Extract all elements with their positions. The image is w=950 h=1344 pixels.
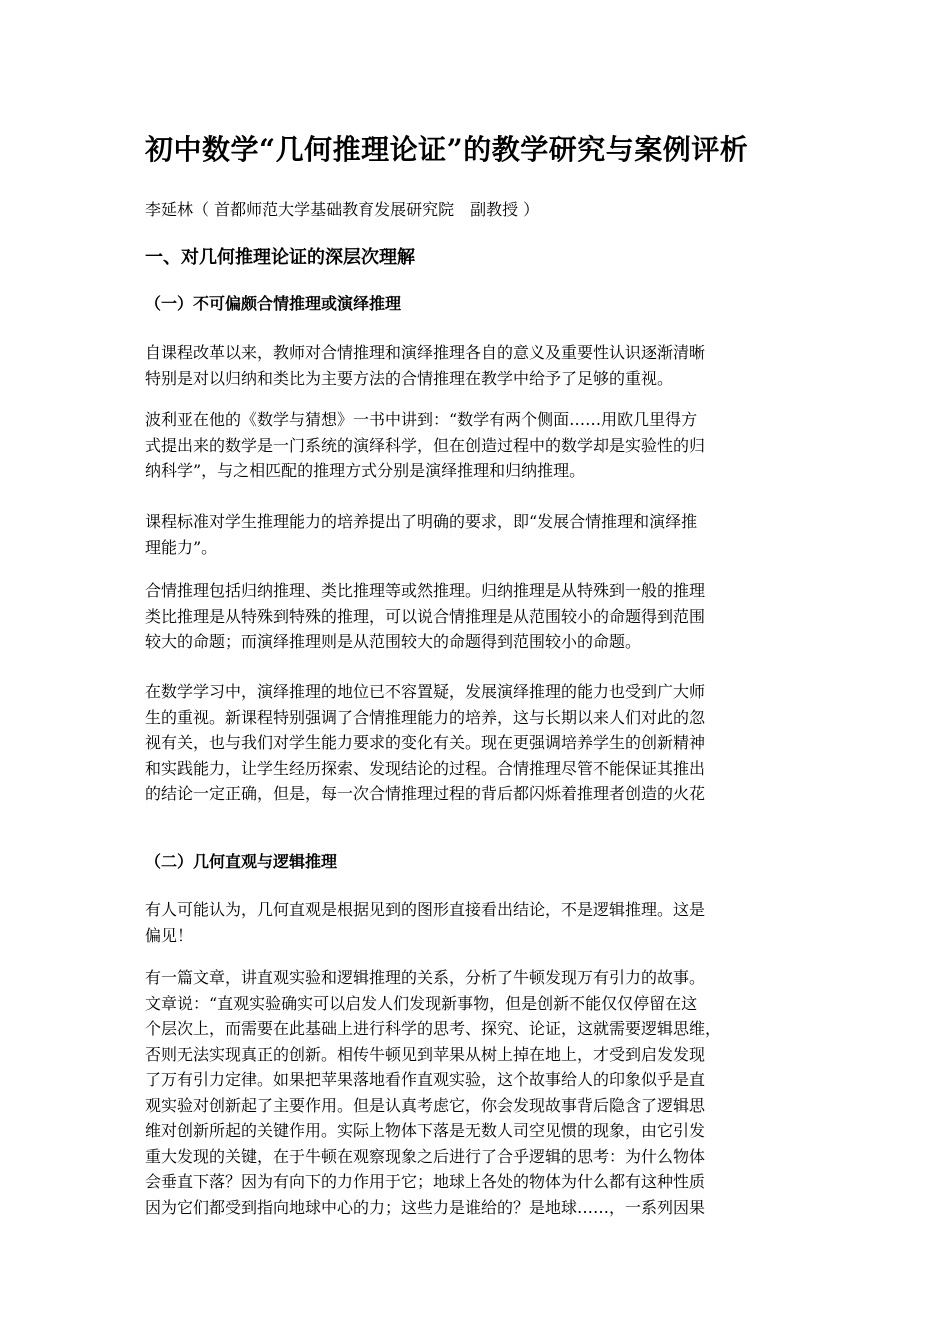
paragraph-line: 的结论一定正确，但是，每一次合情推理过程的背后都闪烁着推理者创造的火花 — [145, 784, 706, 803]
paragraph — [145, 897, 810, 948]
paragraph — [145, 679, 810, 807]
paragraph-line: 否则无法实现真正的创新。相传牛顿见到苹果从树上掉在地上，才受到启发发现 — [145, 1044, 706, 1064]
paragraph-line: 特别是对以归纳和类比为主要方法的合情推理在教学中给予了足够的重视。 — [145, 368, 674, 388]
paragraph-line: 较大的命题；而演绎推理则是从范围较大的命题得到范围较小的命题。 — [145, 632, 642, 651]
author-line: 李延林（ 首都师范大学基础教育发展研究院 副教授 ） — [145, 200, 540, 219]
paragraph — [145, 340, 810, 391]
paragraph-line: 纳科学”，与之相匹配的推理方式分别是演绎推理和归纳推理。 — [145, 461, 586, 480]
paragraph-line: 文章说：“直观实验确实可以启发人们发现新事物，但是创新不能仅仅停留在这 — [145, 993, 698, 1013]
paragraph-line: 有人可能认为，几何直观是根据见到的图形直接看出结论，不是逻辑推理。这是 — [145, 900, 706, 919]
paragraph-line: 波利亚在他的《数学与猜想》一书中讲到：“数学有两个侧面……用欧几里得方 — [145, 410, 698, 429]
section-heading-1: 一、对几何推理论证的深层次理解 — [145, 247, 415, 268]
paragraph-line: 观实验对创新起了主要作用。但是认真考虑它，你会发现故事背后隐含了逻辑思 — [145, 1095, 706, 1115]
paragraph — [145, 578, 810, 655]
paragraph-line: 有一篇文章，讲直观实验和逻辑推理的关系，分析了牛顿发现万有引力的故事。 — [145, 968, 706, 987]
paragraph-line: 式提出来的数学是一门系统的演绎科学，但在创造过程中的数学却是实验性的归 — [145, 435, 706, 455]
paragraph-line: 自课程改革以来，教师对合情推理和演绎推理各自的意义及重要性认识逐渐清晰 — [145, 343, 706, 362]
paragraph-line: 合情推理包括归纳推理、类比推理等或然推理。归纳推理是从特殊到一般的推理 — [145, 581, 706, 600]
paragraph-line: 因为它们都受到指向地球中心的力；这些力是谁给的？是地球……，一系列因果 — [145, 1197, 706, 1217]
document-title: 初中数学“几何推理论证”的教学研究与案例评析 — [145, 133, 749, 166]
paragraph — [145, 407, 810, 484]
paragraph-line: 偏见！ — [145, 925, 194, 945]
paragraph-line: 重大发现的关键，在于牛顿在观察现象之后进行了合乎逻辑的思考：为什么物体 — [145, 1146, 706, 1166]
paragraph-line: 和实践能力，让学生经历探索、发现结论的过程。合情推理尽管不能保证其推出 — [145, 758, 706, 778]
paragraph-line: 视有关，也与我们对学生能力要求的变化有关。现在更强调培养学生的创新精神 — [145, 733, 706, 752]
paragraph-line: 了万有引力定律。如果把苹果落地看作直观实验，这个故事给人的印象似乎是直 — [145, 1070, 706, 1089]
paragraph-line: 在数学学习中，演绎推理的地位已不容置疑，发展演绎推理的能力也受到广大师 — [145, 682, 706, 701]
paragraph-line: 理能力”。 — [145, 537, 218, 557]
paragraph-line: 生的重视。新课程特别强调了合情推理能力的培养，这与长期以来人们对此的忽 — [145, 707, 706, 727]
subsection-heading-2: （二）几何直观与逻辑推理 — [145, 852, 338, 871]
paragraph-line: 维对创新所起的关键作用。实际上物体下落是无数人司空见惯的现象，由它引发 — [145, 1121, 706, 1140]
paragraph — [145, 965, 810, 1220]
paragraph-line: 类比推理是从特殊到特殊的推理，可以说合情推理是从范围较小的命题得到范围 — [145, 606, 706, 626]
paragraph-line: 会垂直下落？因为有向下的力作用于它；地球上各处的物体为什么都有这种性质 — [145, 1172, 706, 1191]
paragraph-line: 个层次上，而需要在此基础上进行科学的思考、探究、论证，这就需要逻辑思维， — [145, 1019, 722, 1038]
subsection-heading-1: （一）不可偏颇合情推理或演绎推理 — [145, 294, 402, 313]
paragraph-line: 课程标准对学生推理能力的培养提出了明确的要求，即“发展合情推理和演绎推 — [145, 512, 698, 531]
paragraph — [145, 509, 810, 560]
